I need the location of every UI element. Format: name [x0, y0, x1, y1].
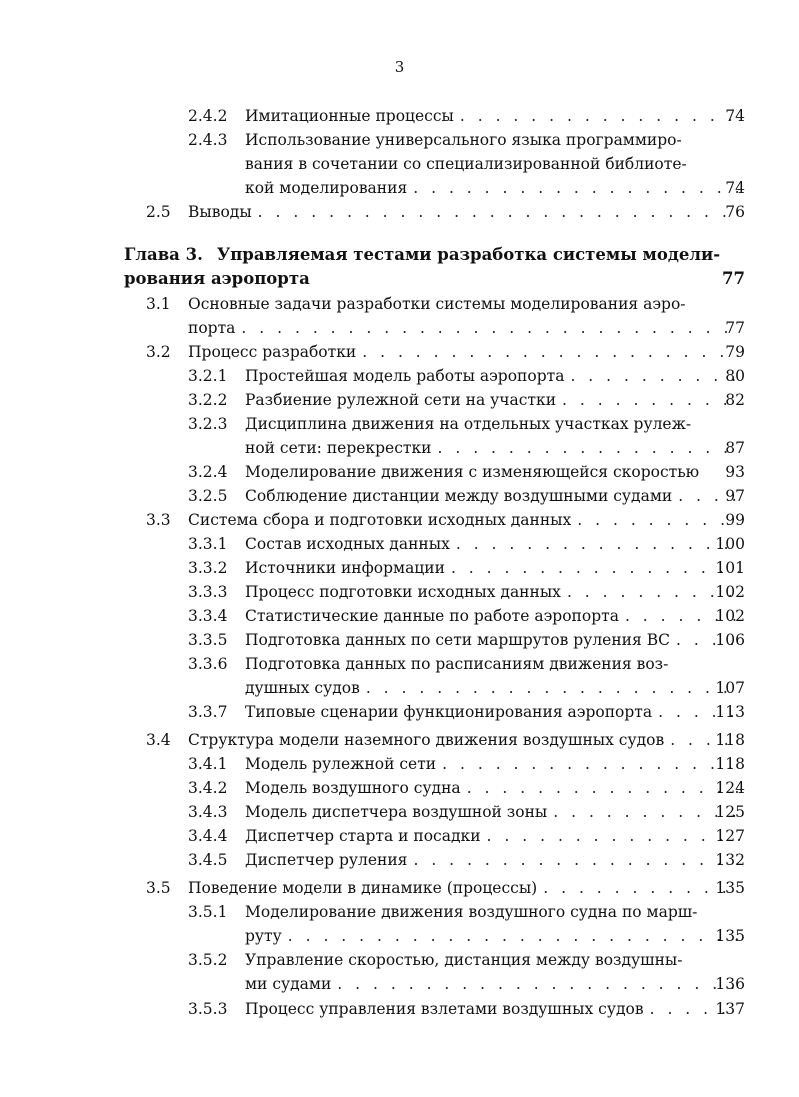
toc-page: 137 [715, 1000, 745, 1018]
toc-title: Основные задачи разработки системы моделирования аэро- [188, 295, 686, 313]
toc-page: 136 [715, 975, 745, 993]
toc-chapter-continuation [124, 267, 745, 291]
toc-title: Модель рулежной сети [245, 755, 437, 773]
toc-title: кой моделирования [245, 179, 408, 197]
toc-title: Выводы [188, 203, 252, 221]
toc-number: 3.5.1 [188, 903, 228, 921]
toc-title: ми судами [245, 975, 332, 993]
toc-page: 132 [715, 851, 745, 869]
toc-number: 3.3.2 [188, 559, 228, 577]
toc-number: 3.4.1 [188, 755, 228, 773]
toc-entry-3-4-4[interactable] [245, 824, 745, 848]
dot-leader [258, 200, 739, 224]
toc-number: 3.5 [146, 879, 171, 897]
toc-entry-3-2-4[interactable] [245, 460, 745, 484]
toc-number: 3.3.5 [188, 631, 228, 649]
toc-number: 2.5 [146, 203, 171, 221]
toc-number: 3.2 [146, 343, 171, 361]
dot-leader [362, 340, 739, 364]
toc-entry-3-2-1[interactable] [245, 364, 745, 388]
toc-number: 3.1 [146, 295, 171, 313]
toc-entry-3-4-5[interactable] [245, 848, 745, 872]
toc-entry-continuation [245, 924, 745, 948]
toc-title: Разбиение рулежной сети на участки [245, 391, 557, 409]
toc-entry-3-5-2[interactable] [245, 948, 745, 972]
toc-page: 101 [715, 559, 745, 577]
dot-leader [288, 924, 739, 948]
toc-entry-3-3-4[interactable] [245, 604, 745, 628]
dot-leader [413, 848, 739, 872]
toc-entry-3-3-7[interactable] [245, 700, 745, 724]
toc-number: 3.5.2 [188, 951, 228, 969]
toc-page: 135 [715, 927, 745, 945]
dot-leader [241, 316, 739, 340]
toc-number: 2.4.3 [188, 131, 228, 149]
toc-title: Источники информации [245, 559, 445, 577]
toc-page: 80 [725, 367, 745, 385]
toc-number: 2.4.2 [188, 107, 228, 125]
toc-entry-continuation [245, 972, 745, 996]
toc-number: 3.3 [146, 511, 171, 529]
toc-title: Состав исходных данных [245, 535, 450, 553]
toc-number: 3.2.3 [188, 415, 228, 433]
toc-entry-3-5-3[interactable] [245, 997, 745, 1021]
toc-number: 3.4.2 [188, 779, 228, 797]
toc-entry-continuation [245, 436, 745, 460]
toc-entry-3-4-3[interactable] [245, 800, 745, 824]
page-number: 3 [394, 58, 405, 76]
toc-title: Простейшая модель работы аэропорта [245, 367, 565, 385]
dot-leader [451, 556, 739, 580]
toc-number: 3.5.3 [188, 1000, 228, 1018]
toc-entry-3-5[interactable] [188, 876, 745, 900]
toc-page: 93 [725, 463, 745, 481]
dot-leader [437, 436, 739, 460]
toc-title: Диспетчер руления [245, 851, 408, 869]
toc-number: 3.3.1 [188, 535, 228, 553]
toc-title: Система сбора и подготовки исходных данных [188, 511, 572, 529]
toc-page: 127 [715, 827, 745, 845]
toc-title: Структура модели наземного движения воздушных судов [188, 731, 665, 749]
toc-entry-2-4-3[interactable] [245, 128, 745, 152]
toc-title: душных судов [245, 679, 360, 697]
toc-page: 125 [715, 803, 745, 821]
toc-page: 82 [725, 391, 745, 409]
toc-entry-3-2-2[interactable] [245, 388, 745, 412]
toc-entry-3-3-5[interactable] [245, 628, 745, 652]
dot-leader [337, 972, 739, 996]
toc-page: 74 [725, 179, 745, 197]
toc-number: 3.4.5 [188, 851, 228, 869]
toc-entry-continuation [188, 316, 745, 340]
chapter-label: Глава 3. [124, 245, 203, 264]
dot-leader [366, 676, 739, 700]
toc-page: 124 [715, 779, 745, 797]
dot-leader [442, 752, 739, 776]
toc-title: Типовые сценарии функционирования аэропорта [245, 703, 653, 721]
toc-number: 3.2.5 [188, 487, 228, 505]
toc-number: 3.3.6 [188, 655, 228, 673]
toc-entry-3-5-1[interactable] [245, 900, 745, 924]
toc-title: ной сети: перекрестки [245, 439, 432, 457]
toc-entry-3-2[interactable] [188, 340, 745, 364]
toc-entry-3-2-5[interactable] [245, 484, 745, 508]
toc-title: Дисциплина движения на отдельных участках рулеж- [245, 415, 692, 433]
toc-entry-3-3-6[interactable] [245, 652, 745, 676]
toc-entry-3-1[interactable] [188, 292, 745, 316]
toc-page: 102 [715, 583, 745, 601]
dot-leader [467, 776, 739, 800]
toc-title: Имитационные процессы [245, 107, 454, 125]
toc-number: 3.2.2 [188, 391, 228, 409]
dot-leader [413, 176, 739, 200]
dot-leader [460, 104, 739, 128]
toc-title: Подготовка данных по расписаниям движения воз- [245, 655, 669, 673]
toc-number: 3.4.4 [188, 827, 228, 845]
toc-entry-3-4-1[interactable] [245, 752, 745, 776]
toc-page: 113 [715, 703, 745, 721]
toc-page: 79 [725, 343, 745, 361]
chapter-title: рования аэропорта [124, 269, 310, 288]
toc-title: Моделирование движения с изменяющейся скоростью [245, 463, 700, 481]
toc-title: Диспетчер старта и посадки [245, 827, 481, 845]
toc-page: 76 [725, 203, 745, 221]
toc-page: 77 [725, 319, 745, 337]
toc-page: 74 [725, 107, 745, 125]
toc-number: 3.2.1 [188, 367, 228, 385]
toc-page: 135 [715, 879, 745, 897]
toc-title: Использование универсального языка программиро- [245, 131, 682, 149]
toc-entry-3-4[interactable] [188, 728, 745, 752]
toc-title: Модель воздушного судна [245, 779, 461, 797]
toc-entry-continuation [245, 176, 745, 200]
toc-entry-continuation [245, 676, 745, 700]
toc-page: 99 [725, 511, 745, 529]
dot-leader [456, 532, 739, 556]
toc-title: Процесс подготовки исходных данных [245, 583, 561, 601]
toc-title: Управление скоростью, дистанция между воздушны- [245, 951, 683, 969]
toc-entry-2-4-2[interactable] [245, 104, 745, 128]
toc-page: 107 [715, 679, 745, 697]
toc-title: Поведение модели в динамике (процессы) [188, 879, 538, 897]
toc-entry-3-4-2[interactable] [245, 776, 745, 800]
toc-entry-3-2-3[interactable] [245, 412, 745, 436]
toc-page: 97 [725, 487, 745, 505]
toc-page: 102 [715, 607, 745, 625]
toc-entry-continuation [245, 152, 745, 176]
toc-title: вания в сочетании со специализированной библиоте- [245, 155, 687, 173]
chapter-page: 77 [722, 269, 745, 288]
dot-leader [487, 824, 739, 848]
toc-title: руту [245, 927, 282, 945]
toc-entry-2-5[interactable] [188, 200, 745, 224]
toc-entry-3-3-1[interactable] [245, 532, 745, 556]
toc-title: порта [188, 319, 236, 337]
toc-number: 3.4.3 [188, 803, 228, 821]
toc-page: 118 [715, 731, 745, 749]
chapter-title: Управляемая тестами разработка системы модели- [216, 245, 721, 264]
toc-page: 100 [715, 535, 745, 553]
toc-page: 106 [715, 631, 745, 649]
toc-entry-3-3-2[interactable] [245, 556, 745, 580]
toc-title: Статистические данные по работе аэропорта [245, 607, 619, 625]
toc-entry-3-3-3[interactable] [245, 580, 745, 604]
toc-entry-3-3[interactable] [188, 508, 745, 532]
toc-chapter-3[interactable] [124, 243, 745, 267]
toc-number: 3.2.4 [188, 463, 228, 481]
toc-title: Моделирование движения воздушного судна по марш- [245, 903, 698, 921]
toc-number: 3.3.4 [188, 607, 228, 625]
toc-page: 87 [725, 439, 745, 457]
toc-title: Подготовка данных по сети маршрутов руления ВС [245, 631, 670, 649]
toc-number: 3.4 [146, 731, 171, 749]
toc-title: Модель диспетчера воздушной зоны [245, 803, 548, 821]
toc-page: 118 [715, 755, 745, 773]
toc-title: Процесс управления взлетами воздушных судов [245, 1000, 644, 1018]
toc-title: Процесс разработки [188, 343, 357, 361]
toc-number: 3.3.3 [188, 583, 228, 601]
toc-number: 3.3.7 [188, 703, 228, 721]
toc-title: Соблюдение дистанции между воздушными судами [245, 487, 673, 505]
